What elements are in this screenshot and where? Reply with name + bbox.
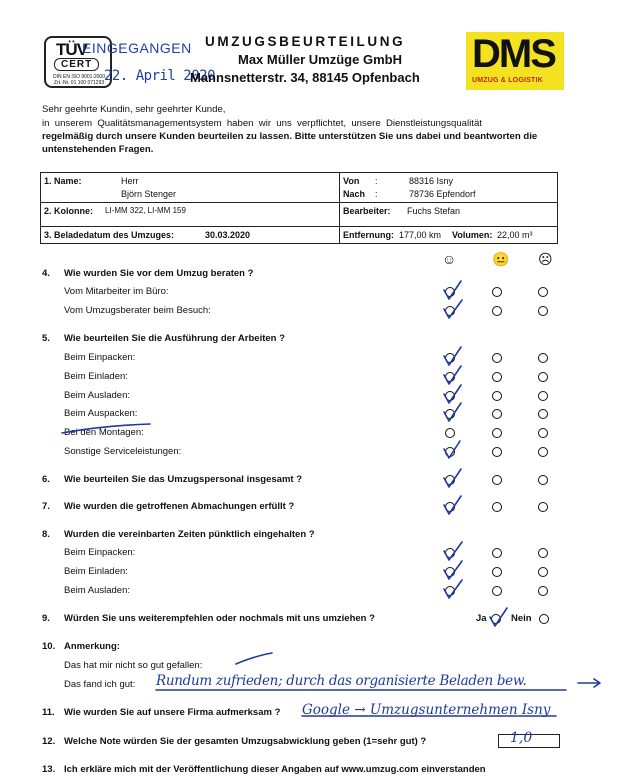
q9-no-circle[interactable]	[539, 614, 549, 624]
rating-circle-good[interactable]	[445, 409, 455, 419]
rating-circle-neutral[interactable]	[492, 567, 502, 577]
q5-sub-loading: Beim Einladen:	[64, 371, 128, 382]
dms-logo-sub: UMZUG & LOGISTIK	[472, 77, 543, 84]
to-colon: :	[375, 189, 378, 199]
q13-text: Ich erkläre mich mit der Veröffentlichung dieser Angaben auf www.umzug.com einverstanden	[64, 764, 486, 775]
received-stamp: EINGEGANGEN	[82, 40, 192, 56]
q10-liked-answer[interactable]: Rundum zufrieden; durch das organisierte Beladen bew.	[156, 673, 527, 689]
rating-circle-bad[interactable]	[538, 586, 548, 596]
rating-circle-neutral[interactable]	[492, 391, 502, 401]
rating-circle-good[interactable]	[445, 548, 455, 558]
rating-circle-neutral[interactable]	[492, 447, 502, 457]
intro-line-1: in unserem Qualitätsmanagementsystem haben wir uns verpflichtet, unsere Dienstleistungsqualität	[42, 118, 482, 129]
rating-circle-neutral[interactable]	[492, 409, 502, 419]
tuv-norm-text: DIN EN ISO 9001:2000	[53, 74, 105, 80]
q9-number: 9.	[42, 613, 50, 624]
to-label: Nach	[343, 189, 366, 199]
q4-number: 4.	[42, 268, 50, 279]
q5-sub-other: Sonstige Serviceleistungen:	[64, 446, 182, 457]
q5-sub-packing: Beim Einpacken:	[64, 352, 136, 363]
rating-circle-good[interactable]	[445, 475, 455, 485]
rating-circle-bad[interactable]	[538, 567, 548, 577]
q12-text: Welche Note würden Sie der gesamten Umzugsabwicklung geben (1=sehr gut) ?	[64, 736, 427, 747]
q4-sub-visit: Vom Umzugsberater beim Besuch:	[64, 305, 211, 316]
rating-circle-neutral[interactable]	[492, 548, 502, 558]
rating-circle-good[interactable]	[445, 567, 455, 577]
rating-circle-bad[interactable]	[538, 502, 548, 512]
q8-sub-unloading: Beim Ausladen:	[64, 585, 131, 596]
from-colon: :	[375, 176, 378, 186]
rating-circle-bad[interactable]	[538, 548, 548, 558]
rating-circle-good[interactable]	[445, 287, 455, 297]
agent-value: Fuchs Stefan	[407, 206, 461, 216]
q10-text: Anmerkung:	[64, 641, 120, 652]
received-stamp-date: 22. April 2020	[104, 68, 216, 84]
crew-label: 2. Kolonne:	[44, 206, 93, 216]
smiley-neutral-icon: 😐	[492, 251, 510, 267]
company-name: Max Müller Umzüge GmbH	[238, 52, 402, 67]
rating-circle-bad[interactable]	[538, 353, 548, 363]
rating-circle-neutral[interactable]	[492, 287, 502, 297]
q10-number: 10.	[42, 641, 56, 652]
q13-number: 13.	[42, 764, 56, 775]
name-label: 1. Name:	[44, 176, 82, 186]
q9-no-label: Nein	[511, 613, 532, 624]
q7-number: 7.	[42, 501, 50, 512]
q9-text: Würden Sie uns weiterempfehlen oder nochmals mit uns umziehen ?	[64, 613, 375, 624]
q10-sub-liked: Das fand ich gut:	[64, 679, 136, 690]
tuv-norm	[48, 74, 110, 86]
q4-text: Wie wurden Sie vor dem Umzug beraten ?	[64, 268, 254, 279]
distance-label: Entfernung:	[343, 230, 394, 240]
dms-logo	[466, 32, 564, 90]
rating-circle-good[interactable]	[445, 306, 455, 316]
q6-number: 6.	[42, 474, 50, 485]
smiley-bad-icon: ☹	[538, 251, 553, 267]
rating-circle-neutral[interactable]	[492, 428, 502, 438]
salutation-value: Herr	[121, 176, 139, 186]
dms-logo-text: DMS	[472, 32, 555, 76]
date-label: 3. Beladedatum des Umzuges:	[44, 230, 175, 240]
rating-circle-bad[interactable]	[538, 447, 548, 457]
smiley-good-icon: ☺	[442, 251, 457, 267]
rating-circle-good[interactable]	[445, 447, 455, 457]
q5-sub-unpacking: Beim Auspacken:	[64, 408, 138, 419]
rating-circle-bad[interactable]	[538, 475, 548, 485]
rating-circle-neutral[interactable]	[492, 475, 502, 485]
name-value: Björn Stenger	[121, 189, 177, 199]
q5-text: Wie beurteilen Sie die Ausführung der Arbeiten ?	[64, 333, 285, 344]
rating-circle-bad[interactable]	[538, 409, 548, 419]
q11-number: 11.	[42, 707, 55, 718]
q11-answer[interactable]: Google → Umzugsunternehmen Isny	[302, 702, 551, 718]
q12-answer: 1,0	[510, 730, 533, 746]
rating-circle-bad[interactable]	[538, 306, 548, 316]
volume-label: Volumen:	[452, 230, 493, 240]
rating-circle-good[interactable]	[445, 353, 455, 363]
from-value: 88316 Isny	[409, 176, 454, 186]
crew-value: LI-MM 322, LI-MM 159	[105, 206, 186, 215]
intro-line-3: untenstehenden Fragen.	[42, 144, 154, 155]
q5-number: 5.	[42, 333, 50, 344]
tuv-reg-text: Zrt.-Nr. 01 100 071293	[53, 80, 105, 86]
rating-circle-good[interactable]	[445, 391, 455, 401]
company-address: Mannsnetterstr. 34, 88145 Opfenbach	[190, 70, 420, 85]
rating-circle-bad[interactable]	[538, 287, 548, 297]
rating-circle-neutral[interactable]	[492, 353, 502, 363]
q11-text: Wie wurden Sie auf unsere Firma aufmerksam ?	[64, 707, 281, 718]
rating-circle-bad[interactable]	[538, 428, 548, 438]
order-info-table	[40, 172, 558, 244]
scribble-line	[236, 653, 272, 664]
arrow-icon	[578, 679, 600, 687]
q9-yes-label: Ja	[476, 613, 487, 624]
q5-sub-unloading: Beim Ausladen:	[64, 390, 131, 401]
rating-circle-good[interactable]	[445, 502, 455, 512]
rating-circle-good[interactable]	[445, 372, 455, 382]
q6-text: Wie beurteilen Sie das Umzugspersonal insgesamt ?	[64, 474, 303, 485]
tuv-mark: TÜV	[56, 40, 87, 59]
rating-circle-neutral[interactable]	[492, 306, 502, 316]
q8-number: 8.	[42, 529, 50, 540]
q7-text: Wie wurden die getroffenen Abmachungen erfüllt ?	[64, 501, 295, 512]
rating-circle-neutral[interactable]	[492, 502, 502, 512]
q10-sub-disliked: Das hat mir nicht so gut gefallen:	[64, 660, 203, 671]
q8-text: Wurden die vereinbarten Zeiten pünktlich eingehalten ?	[64, 529, 315, 540]
rating-circle-good[interactable]	[445, 428, 455, 438]
form-title: UMZUGSBEURTEILUNG	[205, 34, 406, 49]
agent-label: Bearbeiter:	[343, 206, 391, 216]
volume-value: 22,00 m³	[497, 230, 533, 240]
from-label: Von	[343, 176, 360, 186]
q9-yes-circle[interactable]	[491, 614, 501, 624]
q8-sub-packing: Beim Einpacken:	[64, 547, 136, 558]
rating-circle-good[interactable]	[445, 586, 455, 596]
rating-circle-neutral[interactable]	[492, 372, 502, 382]
q8-sub-loading: Beim Einladen:	[64, 566, 128, 577]
intro-greeting: Sehr geehrte Kundin, sehr geehrter Kunde,	[42, 104, 226, 115]
q5-sub-assembly: Bei den Montagen:	[64, 427, 144, 438]
rating-circle-neutral[interactable]	[492, 586, 502, 596]
to-value: 78736 Epfendorf	[409, 189, 476, 199]
rating-circle-bad[interactable]	[538, 391, 548, 401]
date-value: 30.03.2020	[205, 230, 251, 240]
intro-line-2: regelmäßig durch unsere Kunden beurteilen zu lassen. Bitte unterstützen Sie uns dabei und beantworten die	[42, 131, 538, 142]
tuv-cert-label: CERT	[54, 58, 99, 71]
distance-value: 177,00 km	[399, 230, 442, 240]
rating-circle-bad[interactable]	[538, 372, 548, 382]
q4-sub-office: Vom Mitarbeiter im Büro:	[64, 286, 169, 297]
q12-number: 12.	[42, 736, 56, 747]
